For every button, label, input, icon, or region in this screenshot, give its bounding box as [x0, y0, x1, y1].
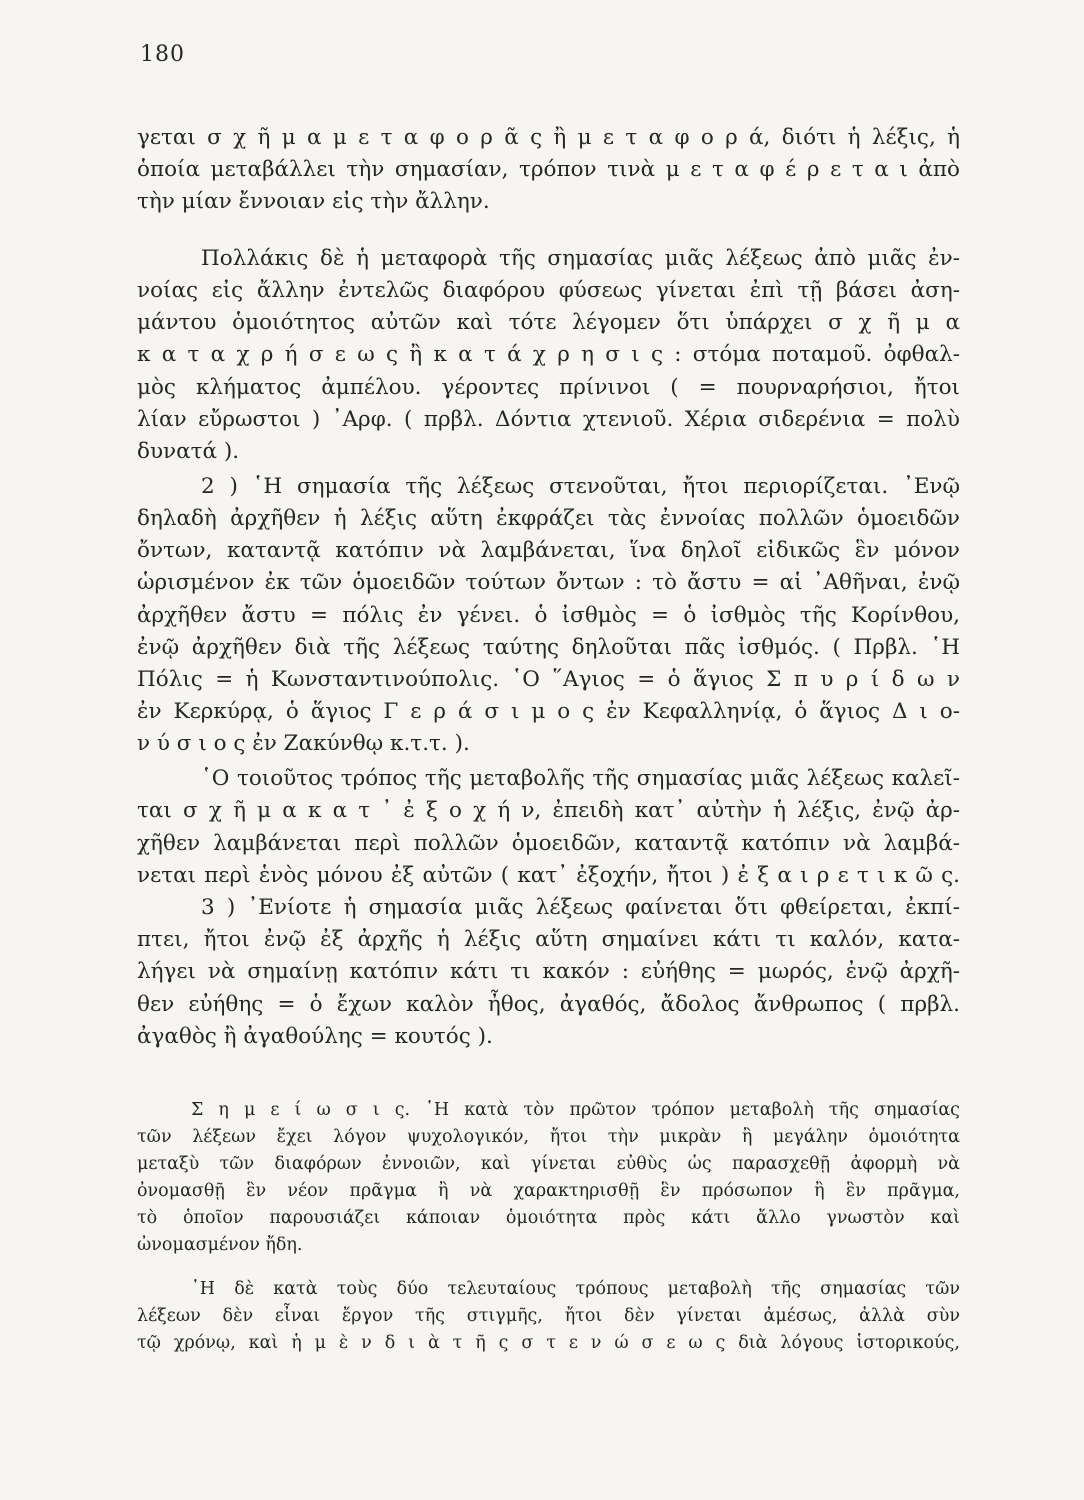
- text-line: ται σ χ ῆ μ α κ α τ ᾿ ἐ ξ ο χ ή ν, ἐπειδὴ κατ᾿ αὐτὴν ἡ λέξις, ἐνῷ ἀρ-: [137, 798, 960, 823]
- text-line: ἐνῷ ἀρχῆθεν διὰ τῆς λέξεως ταύτης δηλοῦται πᾶς ἰσθμός. ( Πρβλ. ῾Η: [137, 635, 960, 660]
- text-line: δηλαδὴ ἀρχῆθεν ἡ λέξις αὕτη ἐκφράζει τὰς ἐννοίας πολλῶν ὁμοειδῶν: [137, 506, 960, 531]
- text-line: Πόλις = ἡ Κωνσταντινούπολις. ῾Ο ῞Αγιος = ὁ ἅγιος Σ π υ ρ ί δ ω ν: [137, 667, 960, 692]
- text-line: 3 ) ᾿Ενίοτε ἡ σημασία μιᾶς λέξεως φαίνεται ὅτι φθείρεται, ἐκπί-: [201, 895, 960, 920]
- note-line: τῷ χρόνῳ, καὶ ἡ μ ὲ ν δ ι ὰ τ ῆ ς σ τ ε ν ώ σ ε ω ς διὰ λόγους ἱστορικούς,: [137, 1333, 960, 1353]
- text-line: χῆθεν λαμβάνεται περὶ πολλῶν ὁμοειδῶν, καταντᾷ κατόπιν νὰ λαμβά-: [137, 831, 960, 856]
- note-line: ὀνομασθῇ ἓν νέον πρᾶγμα ἢ νὰ χαρακτηρισθῇ ἓν πρόσωπον ἢ ἓν πρᾶγμα,: [137, 1181, 960, 1201]
- text-line: ν ύ σ ι ο ς ἐν Ζακύνθῳ κ.τ.τ. ).: [137, 731, 470, 756]
- text-line: μὸς κλήματος ἀμπέλου. γέροντες πρίνινοι ( = πουρναρήσιοι, ἤτοι: [137, 375, 960, 400]
- text-line: δυνατά ).: [137, 439, 240, 464]
- text-line: γεται σ χ ῆ μ α μ ε τ α φ ο ρ ᾶ ς ἢ μ ε τ α φ ο ρ ά, διότι ἡ λέξις, ἡ: [137, 125, 960, 150]
- text-line: κ α τ α χ ρ ή σ ε ω ς ἢ κ α τ ά χ ρ η σ ι ς : στόμα ποταμοῦ. ὀφθαλ-: [137, 342, 960, 367]
- note-line: τῶν λέξεων ἔχει λόγον ψυχολογικόν, ἤτοι τὴν μικρὰν ἢ μεγάλην ὁμοιότητα: [137, 1127, 960, 1147]
- note-line: ὠνομασμένον ἤδη.: [137, 1235, 303, 1255]
- text-line: θεν εὐήθης = ὁ ἔχων καλὸν ἦθος, ἀγαθός, ἄδολος ἄνθρωπος ( πρβλ.: [137, 992, 960, 1017]
- text-line: ἀγαθὸς ἢ ἀγαθούλης = κουτός ).: [137, 1024, 493, 1049]
- text-line: ῾Ο τοιοῦτος τρόπος τῆς μεταβολῆς τῆς σημασίας μιᾶς λέξεως καλεῖ-: [201, 766, 960, 791]
- text-line: λίαν εὔρωστοι ) ᾿Αρφ. ( πρβλ. Δόντια χτενιοῦ. Χέρια σιδερένια = πολὺ: [137, 407, 960, 432]
- note-line: μεταξὺ τῶν διαφόρων ἐννοιῶν, καὶ γίνεται εὐθὺς ὡς παρασχεθῇ ἀφορμὴ νὰ: [137, 1154, 960, 1174]
- text-line: ὄντων, καταντᾷ κατόπιν νὰ λαμβάνεται, ἵνα δηλοῖ εἰδικῶς ἓν μόνον: [137, 538, 960, 563]
- text-line: τὴν μίαν ἔννοιαν εἰς τὴν ἄλλην.: [137, 189, 490, 214]
- note-line: ῾Η δὲ κατὰ τοὺς δύο τελευταίους τρόπους μεταβολὴ τῆς σημασίας τῶν: [191, 1279, 960, 1299]
- note-line: τὸ ὁποῖον παρουσιάζει κάποιαν ὁμοιότητα πρὸς κάτι ἄλλο γνωστὸν καὶ: [137, 1208, 960, 1228]
- text-line: πτει, ἤτοι ἐνῷ ἐξ ἀρχῆς ἡ λέξις αὕτη σημαίνει κάτι τι καλόν, κατα-: [137, 927, 960, 952]
- text-line: νεται περὶ ἑνὸς μόνου ἐξ αὐτῶν ( κατ᾿ ἐξοχήν, ἤτοι ) ἐ ξ α ι ρ ε τ ι κ ῶ ς.: [137, 863, 960, 888]
- text-line: μάντου ὁμοιότητος αὐτῶν καὶ τότε λέγομεν ὅτι ὑπάρχει σ χ ῆ μ α: [137, 310, 960, 335]
- note-line: Σ η μ ε ί ω σ ι ς. ῾Η κατὰ τὸν πρῶτον τρόπον μεταβολὴ τῆς σημασίας: [191, 1100, 960, 1120]
- text-line: ὁποία μεταβάλλει τὴν σημασίαν, τρόπον τινὰ μ ε τ α φ έ ρ ε τ α ι ἀπὸ: [137, 157, 960, 182]
- text-line: ἐν Κερκύρᾳ, ὁ ἅγιος Γ ε ρ ά σ ι μ ο ς ἐν Κεφαλληνίᾳ, ὁ ἅγιος Δ ι ο-: [137, 699, 960, 724]
- note-line: λέξεων δὲν εἶναι ἔργον τῆς στιγμῆς, ἤτοι δὲν γίνεται ἀμέσως, ἀλλὰ σὺν: [137, 1306, 960, 1326]
- page-number: 180: [140, 42, 185, 67]
- text-line: Πολλάκις δὲ ἡ μεταφορὰ τῆς σημασίας μιᾶς λέξεως ἀπὸ μιᾶς ἐν-: [201, 246, 960, 271]
- text-line: 2 ) ῾Η σημασία τῆς λέξεως στενοῦται, ἤτοι περιορίζεται. ᾿Ενῷ: [201, 474, 960, 499]
- text-line: νοίας εἰς ἄλλην ἐντελῶς διαφόρου φύσεως γίνεται ἐπὶ τῇ βάσει ἀση-: [137, 278, 960, 303]
- text-line: ὡρισμένον ἐκ τῶν ὁμοειδῶν τούτων ὄντων : τὸ ἄστυ = αἱ ᾿Αθῆναι, ἐνῷ: [137, 570, 960, 595]
- text-line: ἀρχῆθεν ἄστυ = πόλις ἐν γένει. ὁ ἰσθμὸς = ὁ ἰσθμὸς τῆς Κορίνθου,: [137, 603, 960, 628]
- text-line: λήγει νὰ σημαίνῃ κατόπιν κάτι τι κακόν : εὐήθης = μωρός, ἐνῷ ἀρχῆ-: [137, 959, 960, 984]
